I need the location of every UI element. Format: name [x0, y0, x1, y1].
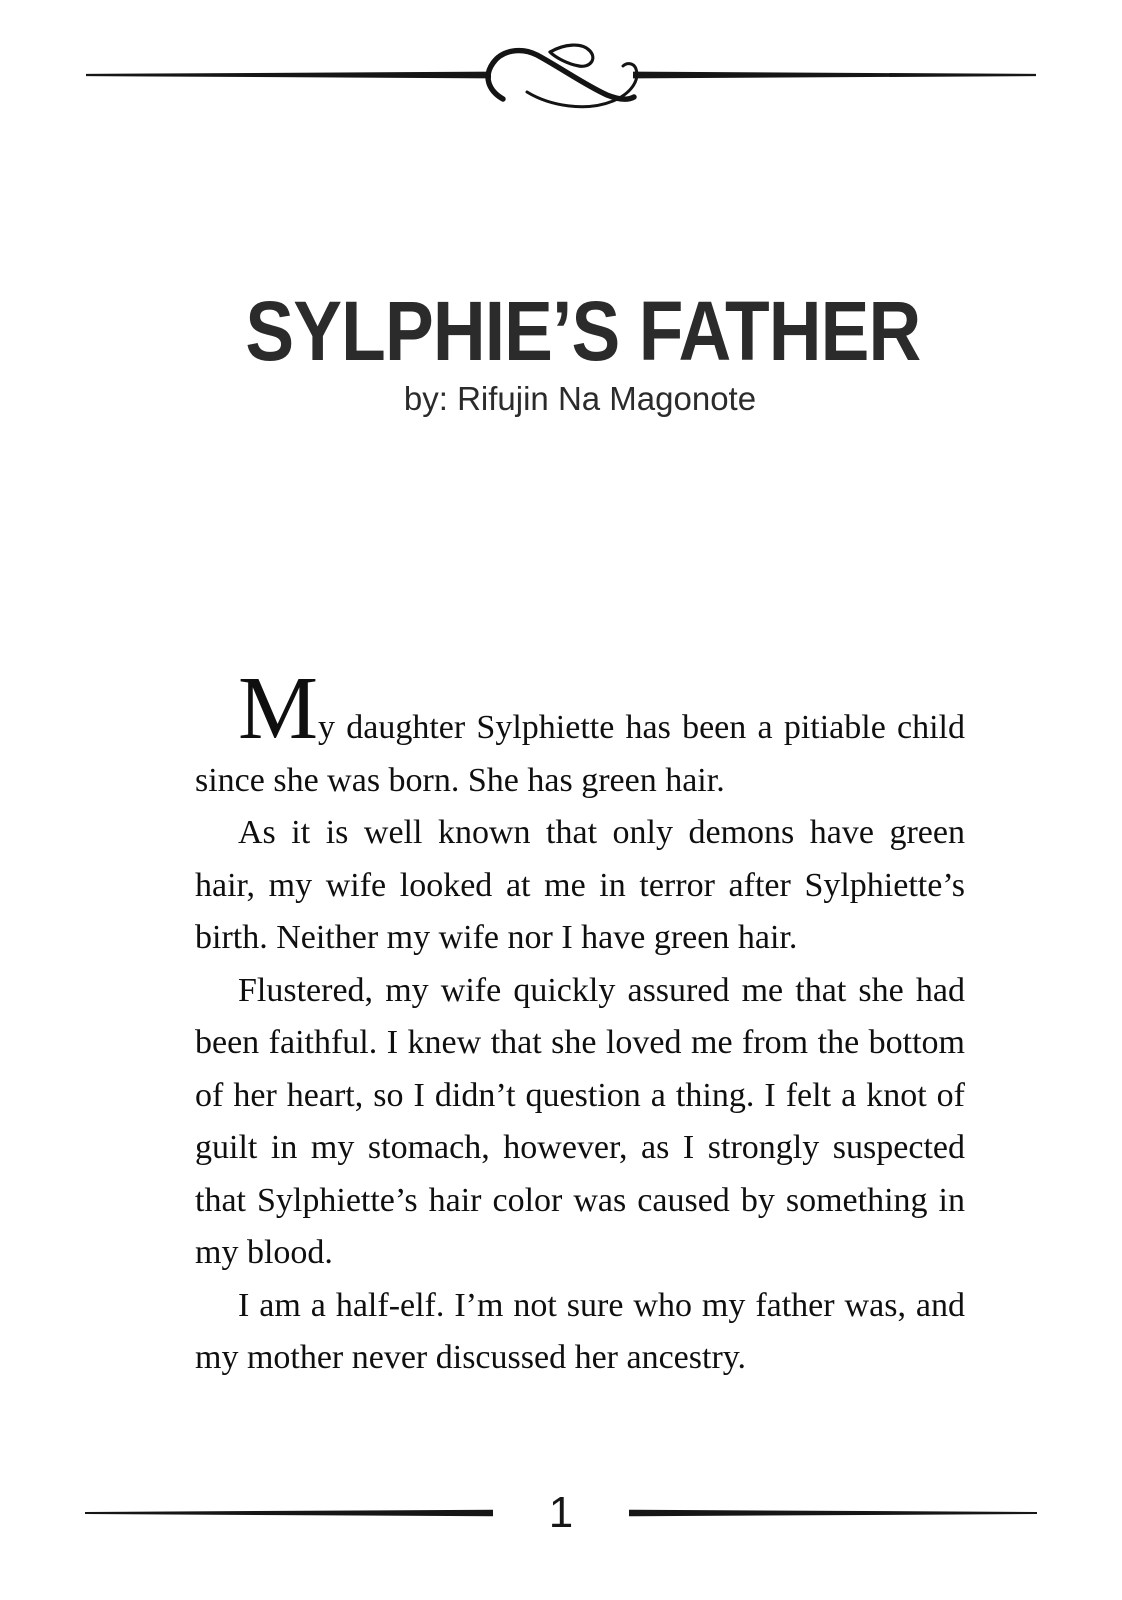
chapter-title: SYLPHIE’S FATHER — [245, 284, 921, 378]
chapter-byline: by: Rifujin Na Magonote — [403, 380, 757, 417]
page-number: 1 — [548, 1488, 574, 1537]
calligraphic-flourish-icon — [488, 45, 637, 107]
drop-cap: M — [238, 659, 319, 758]
header-divider — [86, 35, 1036, 145]
story-body — [195, 659, 965, 1385]
tapered-rule-right — [633, 72, 1036, 79]
story-paragraph-2: As it is well known that only demons have green hair, my wife looked at me in terror after Sylphiette’s birth. Neither my wife nor I have green hair. — [195, 814, 965, 956]
story-paragraph-1 — [195, 659, 965, 807]
tapered-rule-left — [86, 72, 491, 79]
title-block — [195, 284, 965, 419]
story-paragraph-1-text: y daughter Sylphiette has been a pitiable child since she was born. She has green hair. — [195, 709, 965, 799]
story-paragraph-4: I am a half-elf. I’m not sure who my father was, and my mother never discussed her ancestry. — [195, 1286, 965, 1376]
story-paragraph-3: Flustered, my wife quickly assured me that she had been faithful. I knew that she loved me from the bottom of her heart, so I didn’t question a thing. I felt a knot of guilt in my stomach, however, as I strongly suspected that Sylphiette’s hair color was caused by something in my blood. — [195, 971, 965, 1271]
